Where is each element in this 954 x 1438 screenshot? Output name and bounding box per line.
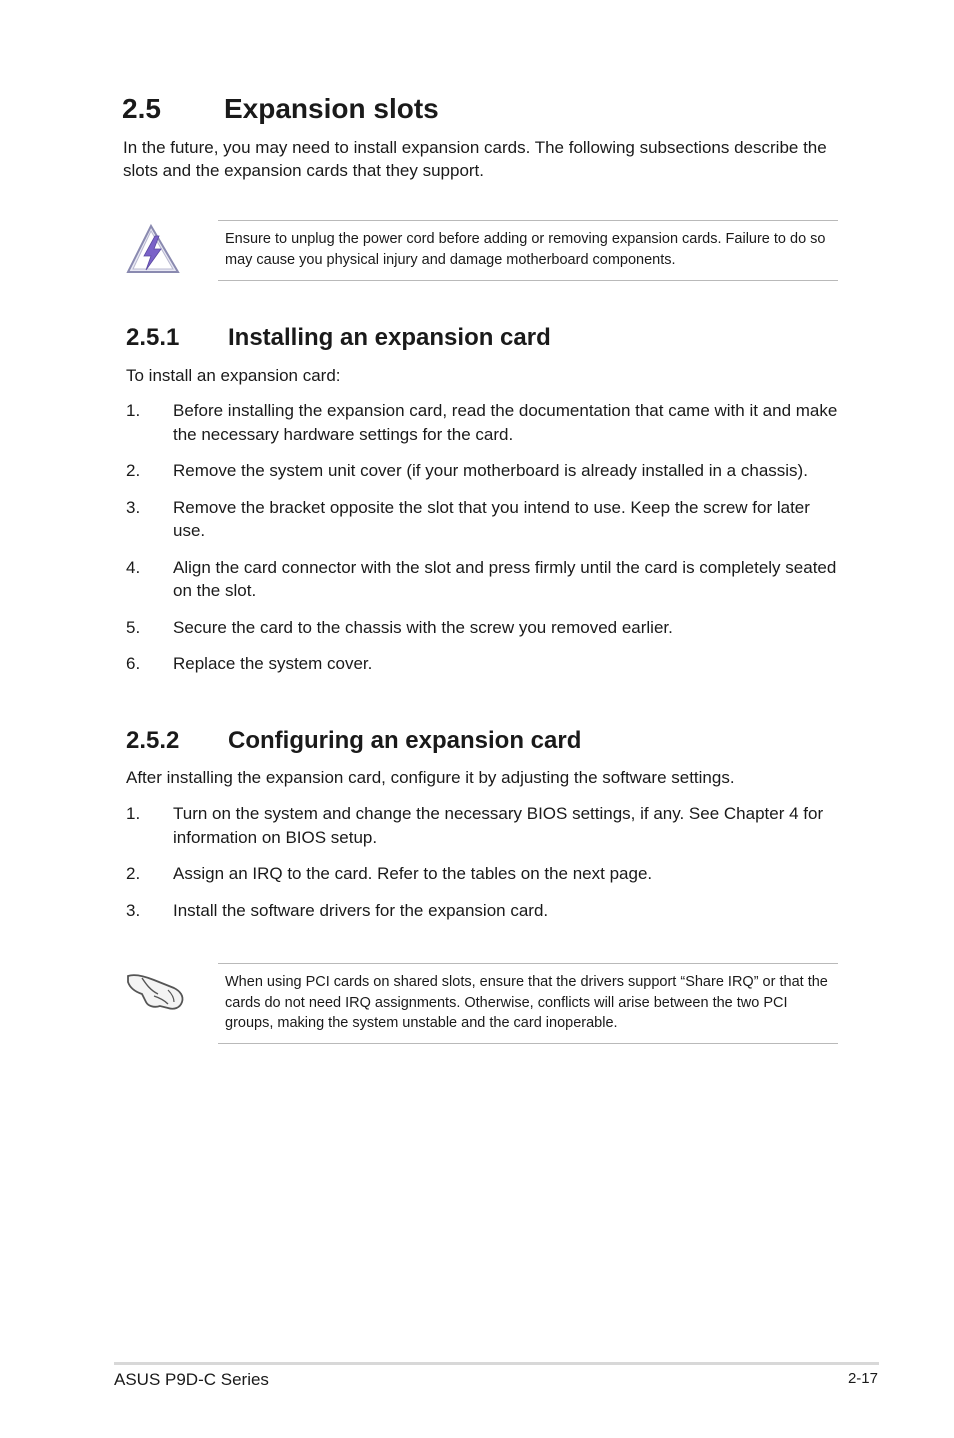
step-number: 2. (126, 461, 141, 480)
configuring-steps-list (126, 802, 842, 922)
info-note (218, 963, 838, 1044)
footer-page-number: 2-17 (847, 1370, 878, 1387)
subsection-title: Configuring an expansion card (228, 727, 582, 754)
step-number: 1. (126, 401, 141, 420)
step-number: 2. (126, 864, 141, 883)
step-text: Before installing the expansion card, read the documentation that came with it and make the necessary hardware settings for the card. (173, 401, 838, 444)
subsection-number: 2.5.2 (126, 727, 180, 754)
step-text: Align the card connector with the slot and press firmly until the card is completely seated on the slot. (173, 557, 837, 600)
list-item (126, 899, 842, 923)
step-number: 3. (126, 497, 141, 517)
warning-lightning-icon (124, 222, 182, 276)
section-heading (122, 93, 842, 127)
list-item (126, 399, 842, 446)
step-text: Secure the card to the chassis with the screw you removed earlier. (173, 617, 673, 637)
list-item (126, 862, 842, 886)
subsection-heading-configuring (126, 727, 842, 757)
list-item (126, 652, 842, 676)
step-text: Remove the system unit cover (if your motherboard is already installed in a chassis). (173, 461, 808, 480)
footer-product-name: ASUS P9D-C Series (114, 1370, 269, 1389)
subsection-title: Installing an expansion card (228, 324, 551, 351)
list-item (126, 496, 842, 543)
step-number: 6. (126, 654, 141, 673)
info-note-text: When using PCI cards on shared slots, ensure that the drivers support “Share IRQ” or that the cards do not need IRQ assignments. Otherwise, conflicts will arise between the two PCI groups, making the system unstable and the card inoperable. (225, 974, 828, 1031)
pointing-hand-icon (124, 966, 188, 1016)
list-item (126, 616, 842, 640)
subsection-heading-installing (126, 324, 842, 354)
warning-note (218, 220, 838, 281)
step-number: 5. (126, 617, 141, 637)
step-number: 1. (126, 804, 141, 823)
step-text: Turn on the system and change the necessary BIOS settings, if any. See Chapter 4 for information on BIOS setup. (173, 804, 824, 847)
section-title: Expansion slots (224, 93, 439, 124)
list-item (126, 459, 842, 483)
footer-divider (114, 1362, 879, 1365)
step-text: Assign an IRQ to the card. Refer to the tables on the next page. (173, 864, 653, 883)
subsection-intro: To install an expansion card: (126, 366, 341, 385)
step-number: 4. (126, 557, 141, 577)
subsection-intro: After installing the expansion card, configure it by adjusting the software settings. (126, 768, 735, 787)
list-item (126, 802, 842, 849)
subsection-number: 2.5.1 (126, 324, 180, 351)
step-text: Replace the system cover. (173, 654, 373, 673)
step-text: Remove the bracket opposite the slot that you intend to use. Keep the screw for later use. (173, 497, 810, 540)
section-number: 2.5 (122, 93, 161, 124)
list-item (126, 556, 842, 603)
installing-steps-list (126, 399, 842, 676)
step-text: Install the software drivers for the expansion card. (173, 900, 549, 920)
step-number: 3. (126, 900, 141, 920)
section-intro: In the future, you may need to install expansion cards. The following subsections describe the slots and the expansion cards that they support. (123, 138, 827, 180)
warning-note-text: Ensure to unplug the power cord before adding or removing expansion cards. Failure to do so may cause you physical injury and damage motherboard components. (225, 231, 826, 268)
